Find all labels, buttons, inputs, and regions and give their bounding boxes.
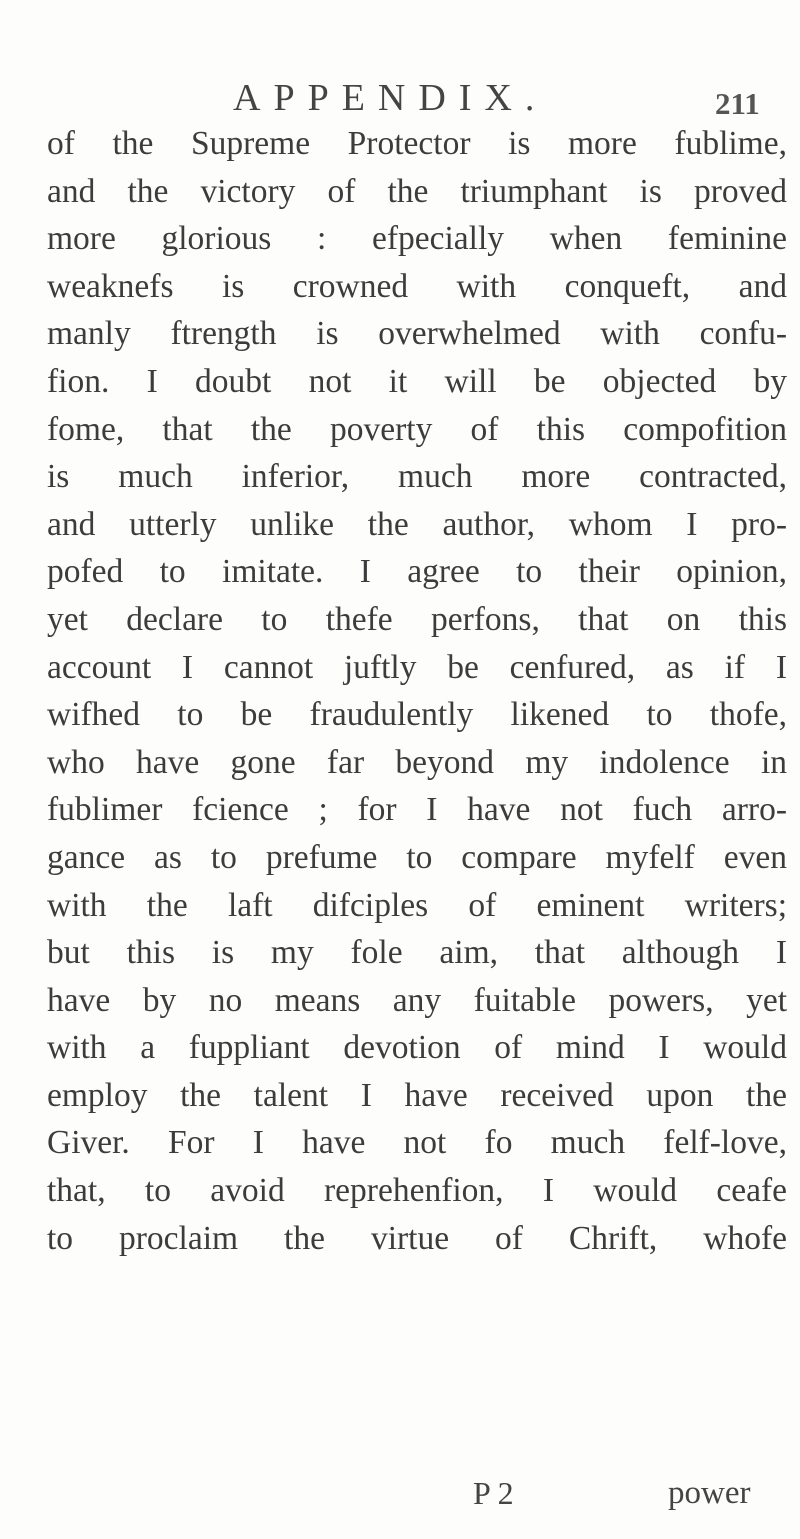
body-text xyxy=(47,120,787,1262)
text-line: have by no means any fuitable powers, yet xyxy=(47,981,787,1019)
text-line: fublimer fcience ; for I have not fuch arro- xyxy=(47,791,787,829)
text-line: who have gone far beyond my indolence in xyxy=(47,743,787,781)
text-line: and utterly unlike the author, whom I pro- xyxy=(47,505,787,543)
text-line: of the Supreme Protector is more fublime, xyxy=(47,125,787,162)
page-number: 211 xyxy=(715,86,760,121)
text-line: is much inferior, much more contracted, xyxy=(47,458,787,496)
text-line: manly ftrength is overwhelmed with confu- xyxy=(47,315,787,353)
page-footer xyxy=(0,1475,800,1525)
catchword: power xyxy=(668,1475,751,1511)
text-line: fion. I doubt not it will be objected by xyxy=(47,362,787,400)
text-line: gance as to prefume to compare myfelf even xyxy=(47,838,787,876)
text-line: that, to avoid reprehenfion, I would ceafe xyxy=(47,1172,787,1210)
text-line: wifhed to be fraudulently likened to thofe, xyxy=(47,696,787,734)
text-line: to proclaim the virtue of Chrift, whofe xyxy=(47,1219,787,1257)
section-title: APPENDIX. xyxy=(233,77,548,119)
text-line: weaknefs is crowned with conqueft, and xyxy=(47,267,787,305)
text-line: and the victory of the triumphant is proved xyxy=(47,172,787,210)
text-line: employ the talent I have received upon the xyxy=(47,1076,787,1114)
text-line: yet declare to thefe perfons, that on this xyxy=(47,600,787,638)
text-line: with a fuppliant devotion of mind I would xyxy=(47,1029,787,1067)
signature-mark: P 2 xyxy=(473,1475,514,1511)
text-line: but this is my fole aim, that although I xyxy=(47,934,787,972)
text-line: account I cannot juftly be cenfured, as if I xyxy=(47,648,787,686)
text-line: pofed to imitate. I agree to their opinion, xyxy=(47,553,787,591)
text-line: with the laft difciples of eminent writers; xyxy=(47,886,787,924)
text-line: more glorious : efpecially when feminine xyxy=(47,220,787,258)
text-line: Giver. For I have not fo much felf-love, xyxy=(47,1124,787,1162)
text-line: fome, that the poverty of this compofition xyxy=(47,410,787,448)
